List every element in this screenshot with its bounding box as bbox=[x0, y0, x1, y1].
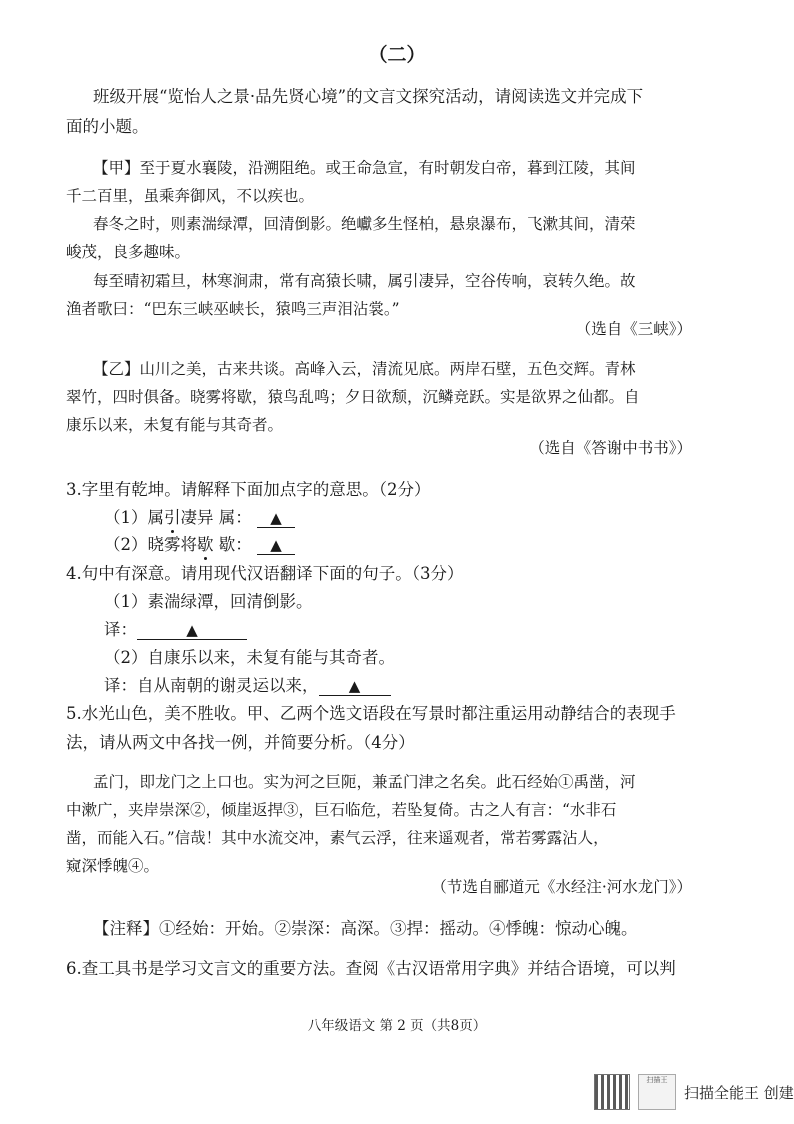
q3-item-2: （2）晓雾将歇 歇： ▲ bbox=[104, 534, 295, 556]
q3-answer-1[interactable]: ▲ bbox=[257, 509, 295, 528]
passage-line-1: 孟门，即龙门之上口也。实为河之巨阨，兼孟门津之名矣。此石经始①禹凿，河 bbox=[93, 773, 636, 791]
scanner-text: 扫描全能王 创建 bbox=[684, 1083, 794, 1102]
jia-source: （选自《三峡》） bbox=[575, 320, 692, 338]
q3-stem: 3.字里有乾坤。请解释下面加点字的意思。（2分） bbox=[66, 480, 431, 499]
jia-line-4: 峻茂，良多趣味。 bbox=[66, 243, 191, 261]
passage-line-3: 凿，而能入石。”信哉！其中水流交冲，素气云浮，往来遥观者，常若雾露沾人， bbox=[66, 829, 609, 847]
q4-sentence-1: （1）素湍绿潭，回清倒影。 bbox=[104, 592, 313, 611]
annotation-note: 【注释】①经始：开始。②崇深：高深。③捍：摇动。④悸魄：惊动心魄。 bbox=[93, 919, 638, 938]
section-title: （二） bbox=[368, 44, 426, 66]
yi-source: （选自《答谢中书书》） bbox=[529, 439, 692, 457]
scanner-logo: 扫描王 bbox=[638, 1074, 676, 1110]
qr-code-icon bbox=[594, 1074, 630, 1110]
q4-answer-1[interactable]: ▲ bbox=[137, 621, 247, 640]
q4-stem: 4.句中有深意。请用现代汉语翻译下面的句子。（3分） bbox=[66, 564, 464, 583]
jia-line-6: 渔者歌曰：“巴东三峡巫峡长，猿鸣三声泪沾裳。” bbox=[66, 300, 400, 318]
jia-line-2: 千二百里，虽乘奔御风，不以疾也。 bbox=[66, 187, 315, 205]
passage-source: （节选自郦道元《水经注·河水龙门》） bbox=[431, 878, 692, 896]
intro-line-1: 班级开展“览怡人之景·品先贤心境”的文言文探究活动，请阅读选文并完成下 bbox=[93, 87, 644, 106]
jia-line-1: 【甲】至于夏水襄陵，沿溯阻绝。或王命急宣，有时朝发白帝，暮到江陵，其间 bbox=[93, 159, 636, 177]
q4-answer-2[interactable]: ▲ bbox=[319, 677, 391, 696]
q3-item-1: （1）属引凄异 属： ▲ bbox=[104, 507, 295, 529]
q5-stem-2: 法，请从两文中各找一例，并简要分析。（4分） bbox=[66, 733, 415, 752]
page-footer: 八年级语文 第 2 页（共8页） bbox=[307, 1018, 487, 1034]
q3-answer-2[interactable]: ▲ bbox=[257, 536, 295, 555]
q4-sentence-2: （2）自康乐以来，未复有能与其奇者。 bbox=[104, 648, 395, 667]
yi-line-1: 【乙】山川之美，古来共谈。高峰入云，清流见底。两岸石壁，五色交辉。青林 bbox=[93, 360, 636, 378]
q4-translation-2: 译：自从南朝的谢灵运以来， ▲ bbox=[104, 675, 391, 697]
q5-stem-1: 5.水光山色，美不胜收。甲、乙两个选文语段在写景时都注重运用动静结合的表现手 bbox=[66, 704, 676, 723]
passage-line-2: 中漱广，夹岸崇深②，倾崖返捍③，巨石临危，若坠复倚。古之人有言：“水非石 bbox=[66, 801, 617, 819]
passage-line-4: 窥深悸魄④。 bbox=[66, 857, 160, 875]
jia-line-5: 每至晴初霜旦，林寒涧肃，常有高猿长啸，属引凄异，空谷传响，哀转久绝。故 bbox=[93, 272, 636, 290]
intro-line-2: 面的小题。 bbox=[66, 117, 149, 136]
yi-line-3: 康乐以来，未复有能与其奇者。 bbox=[66, 416, 284, 434]
jia-line-3: 春冬之时，则素湍绿潭，回清倒影。绝巘多生怪柏，悬泉瀑布，飞漱其间，清荣 bbox=[93, 215, 636, 233]
q6-stem: 6.查工具书是学习文言文的重要方法。查阅《古汉语常用字典》并结合语境，可以判 bbox=[66, 959, 676, 978]
yi-line-2: 翠竹，四时俱备。晓雾将歇，猿鸟乱鸣；夕日欲颓，沉鳞竞跃。实是欲界之仙都。自 bbox=[66, 388, 640, 406]
q4-translation-1: 译： ▲ bbox=[104, 619, 247, 641]
scanner-watermark bbox=[594, 1074, 794, 1110]
